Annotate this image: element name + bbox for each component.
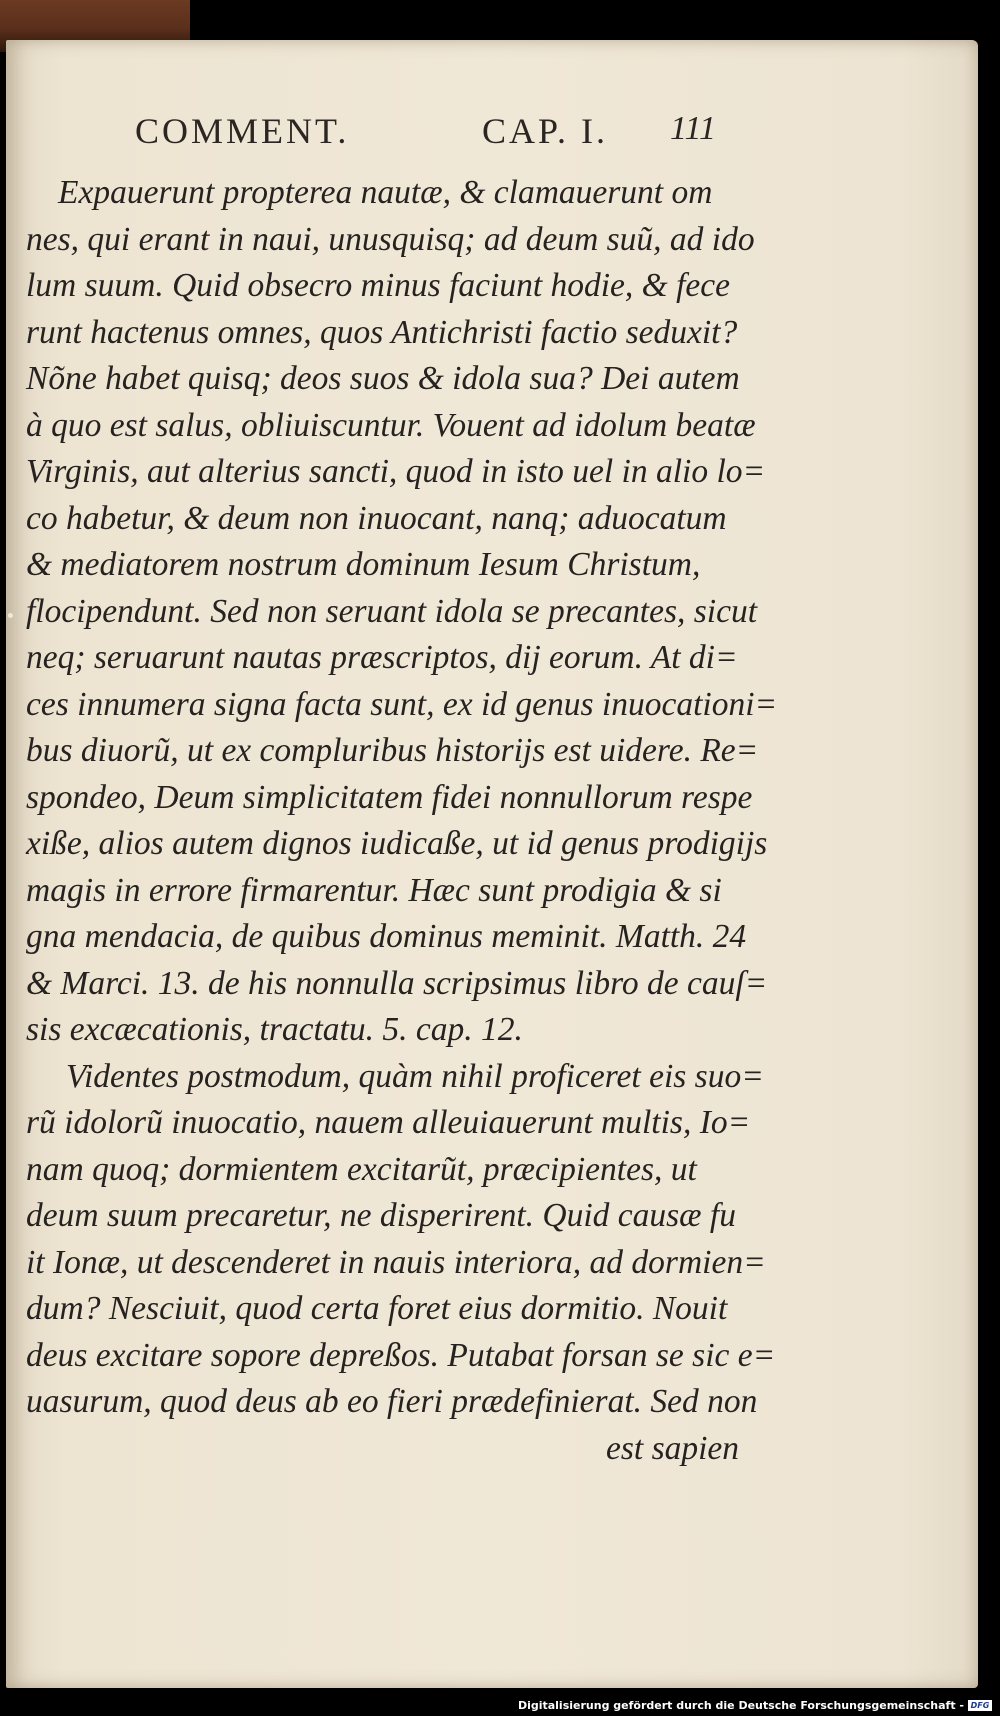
text-line: Nõne habet quisq; deos suos & idola sua? Dei autem	[26, 360, 740, 397]
text-line: gna mendacia, de quibus dominus meminit. Matth. 24	[26, 918, 747, 955]
digitization-credit	[518, 1696, 992, 1714]
dfg-logo-icon: DFG	[968, 1700, 992, 1711]
margin-mark	[8, 613, 13, 618]
page-number: 111	[670, 110, 716, 147]
text-line: dum? Nesciuit, quod certa foret eius dormitio. Nouit	[26, 1290, 728, 1327]
text-line: flocipendunt. Sed non seruant idola se precantes, sicut	[26, 592, 757, 630]
text-line: Virginis, aut alterius sancti, quod in isto uel in alio lo=	[26, 453, 766, 490]
text-line: & mediatorem nostrum dominum Iesum Christum,	[26, 546, 701, 583]
text-line: runt hactenus omnes, quos Antichristi factio seduxit?	[26, 313, 738, 351]
text-line: it Ionæ, ut descenderet in nauis interiora, ad dormien=	[26, 1243, 766, 1281]
text-line: neq; seruarunt nautas præscriptos, dij eorum. At di=	[26, 639, 738, 676]
text-line: nam quoq; dormientem excitarũt, præcipientes, ut	[26, 1150, 697, 1188]
catchword: est sapien	[606, 1429, 740, 1467]
body-text	[26, 170, 778, 1472]
text-line: ces innumera signa facta sunt, ex id genus inuocationi=	[26, 685, 778, 723]
text-line: nes, qui erant in naui, unusquisq; ad deum suũ, ad ido	[26, 220, 755, 258]
text-line: Videntes postmodum, quàm nihil proficeret eis suo=	[66, 1057, 764, 1095]
text-line: deum suum precaretur, ne disperirent. Quid causæ fu	[26, 1197, 736, 1234]
running-head-title: COMMENT.	[135, 111, 350, 151]
text-line: spondeo, Deum simplicitatem fidei nonnullorum respe	[26, 778, 753, 816]
text-line: deus excitare sopore depreßos. Putabat forsan se sic e=	[26, 1336, 776, 1374]
credit-text: Digitalisierung gefördert durch die Deutsche Forschungsgemeinschaft -	[517, 1698, 964, 1712]
running-head-chapter: CAP. I.	[482, 111, 609, 151]
text-line: lum suum. Quid obsecro minus faciunt hodie, & fece	[26, 267, 731, 304]
text-line: & Marci. 13. de his nonnulla scripsimus libro de cauſ=	[26, 964, 768, 1002]
text-line: à quo est salus, obliuiscuntur. Vouent ad idolum beatæ	[26, 406, 756, 444]
text-line: uasurum, quod deus ab eo fieri prædefinierat. Sed non	[26, 1383, 758, 1420]
text-line: rũ idolorũ inuocatio, nauem alleuiauerunt multis, Io=	[26, 1104, 751, 1141]
text-line: Expauerunt propterea nautæ, & clamauerunt om	[58, 174, 713, 211]
text-line: co habetur, & deum non inuocant, nanq; aduocatum	[26, 499, 727, 537]
text-line: sis excæcationis, tractatu. 5. cap. 12.	[26, 1011, 523, 1048]
text-line: xiße, alios autem dignos iudicaße, ut id genus prodigijs	[26, 825, 768, 862]
text-line: magis in errore firmarentur. Hæc sunt prodigia & si	[26, 871, 722, 909]
running-head	[120, 68, 740, 151]
text-line: bus diuorũ, ut ex compluribus historijs est uidere. Re=	[26, 732, 759, 769]
